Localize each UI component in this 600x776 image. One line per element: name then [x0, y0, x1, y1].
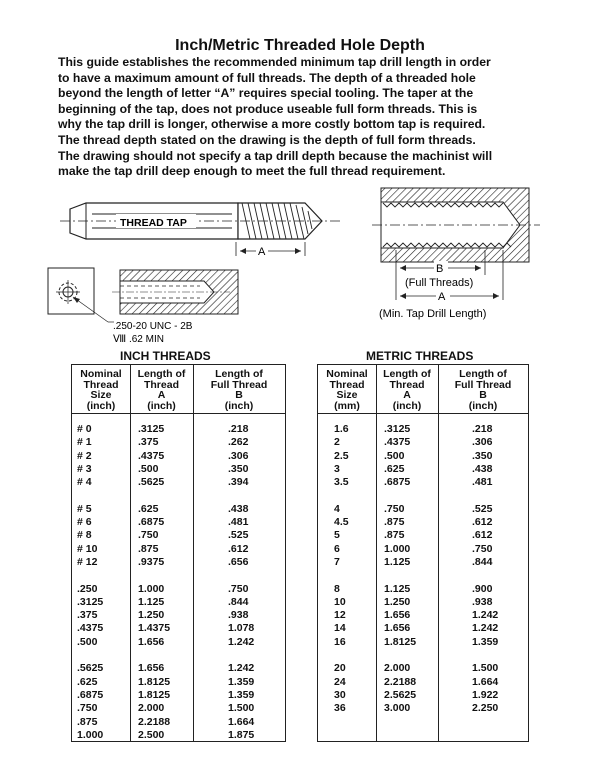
- table-cell: 2.5625: [384, 688, 417, 701]
- table-cell: 1.922: [472, 688, 499, 701]
- table-cell: 1.359: [228, 688, 255, 701]
- table-cell: 2.250: [472, 702, 499, 715]
- table-cell: 1.500: [228, 702, 255, 715]
- table-cell: 1.242: [228, 662, 255, 675]
- table-cell: 36: [334, 702, 346, 715]
- section-dim-a: A: [438, 291, 446, 303]
- callout-thread-spec: .250-20 UNC - 2B: [113, 321, 193, 332]
- table-cell: .750: [77, 702, 98, 715]
- table-cell: 1.656: [138, 635, 165, 648]
- metric-size-column: [334, 423, 349, 729]
- table-cell: 1.4375: [138, 622, 171, 635]
- table-cell: 1.242: [228, 635, 255, 648]
- table-cell: .525: [472, 502, 493, 515]
- table-cell: .875: [384, 516, 405, 529]
- inch-a-column: [138, 423, 170, 755]
- table-cell: .6875: [77, 688, 104, 701]
- thread-tap-drawing: [60, 203, 340, 256]
- table-cell: .625: [138, 502, 159, 515]
- inch-b-column: [228, 423, 254, 755]
- metric-a-column: [384, 423, 416, 729]
- table-cell: 1.078: [228, 622, 255, 635]
- table-cell: .525: [228, 529, 249, 542]
- intro-line: The thread depth stated on the drawing is the depth of full form threads.: [58, 132, 476, 147]
- table-cell: 1.8125: [384, 635, 417, 648]
- table-cell: 2.500: [138, 728, 165, 741]
- table-cell: .306: [472, 436, 493, 449]
- metric-header-b: Length of Full Thread B (inch): [454, 368, 512, 412]
- inch-table-header: [72, 365, 285, 414]
- metric-b-column: [472, 423, 498, 729]
- table-cell: .612: [472, 529, 493, 542]
- intro-line: why the tap drill is longer, otherwise a more costly bottom tap is required.: [58, 117, 486, 132]
- table-cell: .875: [384, 529, 405, 542]
- table-cell: 1.242: [472, 622, 499, 635]
- table-cell: .750: [472, 542, 493, 555]
- table-cell: 1.875: [228, 728, 255, 741]
- table-cell: .938: [472, 595, 493, 608]
- metric-threads-table: [317, 364, 529, 742]
- table-cell: .5625: [138, 476, 165, 489]
- table-cell: .350: [472, 449, 493, 462]
- table-cell: .938: [228, 609, 249, 622]
- table-cell: .9375: [138, 555, 165, 568]
- table-cell: 1.000: [384, 542, 411, 555]
- table-cell: 3.5: [334, 476, 349, 489]
- table-cell: 10: [334, 595, 346, 608]
- table-cell: .750: [228, 582, 249, 595]
- table-cell: 1.656: [384, 622, 411, 635]
- table-cell: 4: [334, 502, 340, 515]
- intro-line: make the tap drill deep enough to meet the full thread requirement.: [58, 164, 446, 179]
- table-cell: 1.656: [138, 662, 165, 675]
- table-cell: .438: [228, 502, 249, 515]
- intro-line: beyond the length of letter “A” requires special tooling. The taper at the: [58, 86, 474, 101]
- inch-size-column: [77, 423, 103, 755]
- table-cell: # 0: [77, 423, 92, 435]
- table-cell: 1.8125: [138, 675, 171, 688]
- table-cell: 1.500: [472, 662, 499, 675]
- table-cell: 5: [334, 529, 340, 542]
- table-cell: .875: [77, 715, 98, 728]
- table-cell: .500: [138, 462, 159, 475]
- section-min-tap: (Min. Tap Drill Length): [379, 308, 487, 320]
- table-cell: 1.359: [472, 635, 499, 648]
- hole-side-section: [108, 270, 238, 322]
- table-cell: .844: [472, 555, 493, 568]
- table-cell: 1.125: [138, 595, 165, 608]
- diagram-area: [0, 0, 600, 360]
- table-cell: 1.000: [138, 582, 165, 595]
- table-cell: 1.250: [138, 609, 165, 622]
- table-cell: .750: [384, 502, 405, 515]
- table-cell: 1.250: [384, 595, 411, 608]
- metric-header-a: Length of Thread A (inch): [383, 368, 431, 412]
- table-cell: .250: [77, 582, 98, 595]
- table-cell: 1.000: [77, 728, 104, 741]
- table-cell: 3.000: [384, 702, 411, 715]
- table-cell: # 3: [77, 462, 92, 475]
- intro-line: The drawing should not specify a tap drill depth because the machinist will: [58, 148, 493, 163]
- table-cell: .656: [228, 555, 249, 568]
- table-cell: 2.2188: [384, 675, 417, 688]
- table-cell: 20: [334, 662, 346, 675]
- table-cell: 1.359: [228, 675, 255, 688]
- tap-label: THREAD TAP: [120, 217, 187, 229]
- table-cell: 2.5: [334, 449, 349, 462]
- metric-header-size: Nominal Thread Size (mm): [326, 368, 368, 412]
- inch-table-heading: INCH THREADS: [120, 349, 211, 363]
- table-cell: 2: [334, 436, 340, 449]
- table-cell: 8: [334, 582, 340, 595]
- table-cell: .625: [77, 675, 98, 688]
- table-cell: .900: [472, 582, 493, 595]
- table-cell: .612: [228, 542, 249, 555]
- intro-line: This guide establishes the recommended minimum tap drill length in order: [58, 55, 491, 69]
- table-cell: .5625: [77, 662, 104, 675]
- table-cell: 2.000: [138, 702, 165, 715]
- table-cell: 1.242: [472, 609, 499, 622]
- table-cell: .4375: [384, 436, 411, 449]
- table-cell: .4375: [77, 622, 104, 635]
- table-cell: .218: [228, 423, 249, 435]
- callout-depth: Ⅷ .62 MIN: [113, 334, 164, 345]
- table-cell: .4375: [138, 449, 165, 462]
- table-cell: 24: [334, 675, 346, 688]
- table-cell: .612: [472, 516, 493, 529]
- table-cell: 12: [334, 609, 346, 622]
- table-cell: 1.664: [472, 675, 499, 688]
- table-cell: # 10: [77, 542, 98, 555]
- table-cell: 7: [334, 555, 340, 568]
- table-cell: .500: [384, 449, 405, 462]
- table-cell: 30: [334, 688, 346, 701]
- table-cell: .625: [384, 462, 405, 475]
- page-title: Inch/Metric Threaded Hole Depth: [175, 37, 425, 54]
- section-dim-b: B: [436, 263, 444, 275]
- table-cell: # 1: [77, 436, 92, 449]
- table-cell: .481: [228, 516, 249, 529]
- table-cell: 1.656: [384, 609, 411, 622]
- table-cell: 1.125: [384, 555, 411, 568]
- table-cell: .375: [77, 609, 98, 622]
- table-cell: # 4: [77, 476, 92, 489]
- table-cell: .394: [228, 476, 249, 489]
- table-cell: # 5: [77, 502, 92, 515]
- tap-dim-a: A: [258, 246, 266, 258]
- inch-header-a: Length of Thread A (inch): [137, 368, 186, 412]
- table-cell: .6875: [138, 516, 165, 529]
- metric-table-header: [318, 365, 528, 414]
- table-cell: .844: [228, 595, 249, 608]
- table-cell: 14: [334, 622, 346, 635]
- table-cell: .438: [472, 462, 493, 475]
- table-cell: .3125: [384, 423, 411, 435]
- inch-threads-table: [71, 364, 286, 742]
- table-cell: 2.2188: [138, 715, 171, 728]
- table-cell: 3: [334, 462, 340, 475]
- table-cell: .262: [228, 436, 249, 449]
- table-cell: # 12: [77, 555, 98, 568]
- table-cell: .481: [472, 476, 493, 489]
- intro-line: to have a maximum amount of full threads. The depth of a threaded hole: [58, 70, 476, 85]
- table-cell: .875: [138, 542, 159, 555]
- table-cell: 6: [334, 542, 340, 555]
- table-cell: .375: [138, 436, 159, 449]
- table-cell: # 6: [77, 516, 92, 529]
- hole-top-view: [48, 268, 108, 322]
- metric-table-heading: METRIC THREADS: [366, 349, 474, 363]
- table-cell: 2.000: [384, 662, 411, 675]
- table-cell: # 2: [77, 449, 92, 462]
- table-cell: 1.664: [228, 715, 255, 728]
- section-full-threads: (Full Threads): [405, 277, 474, 289]
- table-cell: # 8: [77, 529, 92, 542]
- table-cell: 16: [334, 635, 346, 648]
- inch-header-b: Length of Full Thread B (inch): [210, 368, 268, 412]
- table-cell: 1.8125: [138, 688, 171, 701]
- table-cell: .350: [228, 462, 249, 475]
- table-cell: .3125: [138, 423, 165, 435]
- table-cell: 1.125: [384, 582, 411, 595]
- inch-header-size: Nominal Thread Size (inch): [80, 368, 122, 412]
- table-cell: .750: [138, 529, 159, 542]
- intro-line: beginning of the tap, does not produce useable full form threads. This is: [58, 101, 478, 116]
- table-cell: .218: [472, 423, 493, 435]
- table-cell: .3125: [77, 595, 104, 608]
- table-cell: .306: [228, 449, 249, 462]
- table-cell: .500: [77, 635, 98, 648]
- table-cell: 4.5: [334, 516, 349, 529]
- table-cell: .6875: [384, 476, 411, 489]
- table-cell: 1.6: [334, 423, 349, 435]
